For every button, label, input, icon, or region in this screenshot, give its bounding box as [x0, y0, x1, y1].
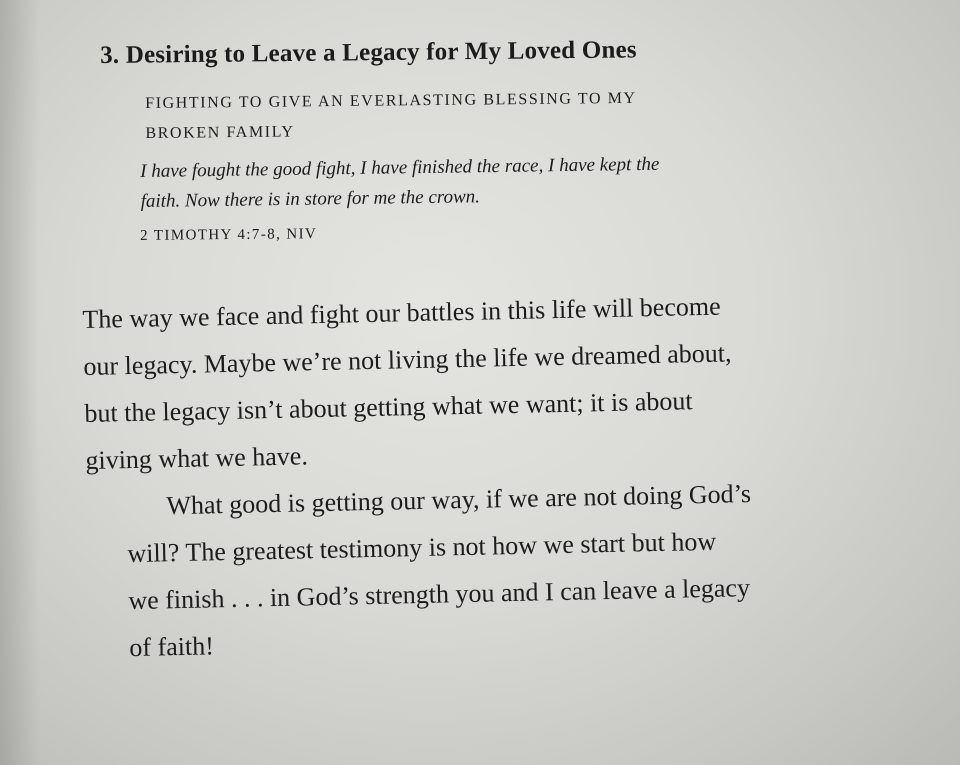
text-line: we finish . . . in God’s strength you and I can leave a legacy	[128, 573, 751, 616]
subtitle-line: BROKEN FAMILY	[145, 123, 295, 142]
section-subtitle	[145, 82, 806, 149]
epigraph-line: I have fought the good fight, I have finished the race, I have kept the	[140, 153, 660, 182]
page-edge-shadow	[0, 0, 40, 765]
text-line: but the legacy isn’t about getting what we want; it is about	[84, 386, 693, 428]
text-line: will? The greatest testimony is not how we start but how	[127, 526, 717, 569]
epigraph-line: faith. Now there is in store for me the crown.	[140, 186, 481, 212]
paragraph	[82, 279, 876, 484]
text-line: What good is getting our way, if we are not doing God’s	[166, 479, 752, 521]
paragraph	[86, 467, 880, 672]
text-line: our legacy. Maybe we’re not living the life we dreamed about,	[83, 338, 732, 381]
text-line: giving what we have.	[85, 441, 309, 475]
subtitle-line: FIGHTING TO GIVE AN EVERLASTING BLESSING TO MY	[145, 89, 637, 112]
scripture-citation: 2 TIMOTHY 4:7-8, NIV	[140, 226, 318, 244]
text-line: of faith!	[129, 631, 215, 663]
section-title: 3. Desiring to Leave a Legacy for My Loved Ones	[100, 36, 637, 69]
epigraph-quote	[140, 147, 831, 217]
text-line: The way we face and fight our battles in this life will become	[82, 291, 721, 334]
body-text	[82, 279, 880, 671]
